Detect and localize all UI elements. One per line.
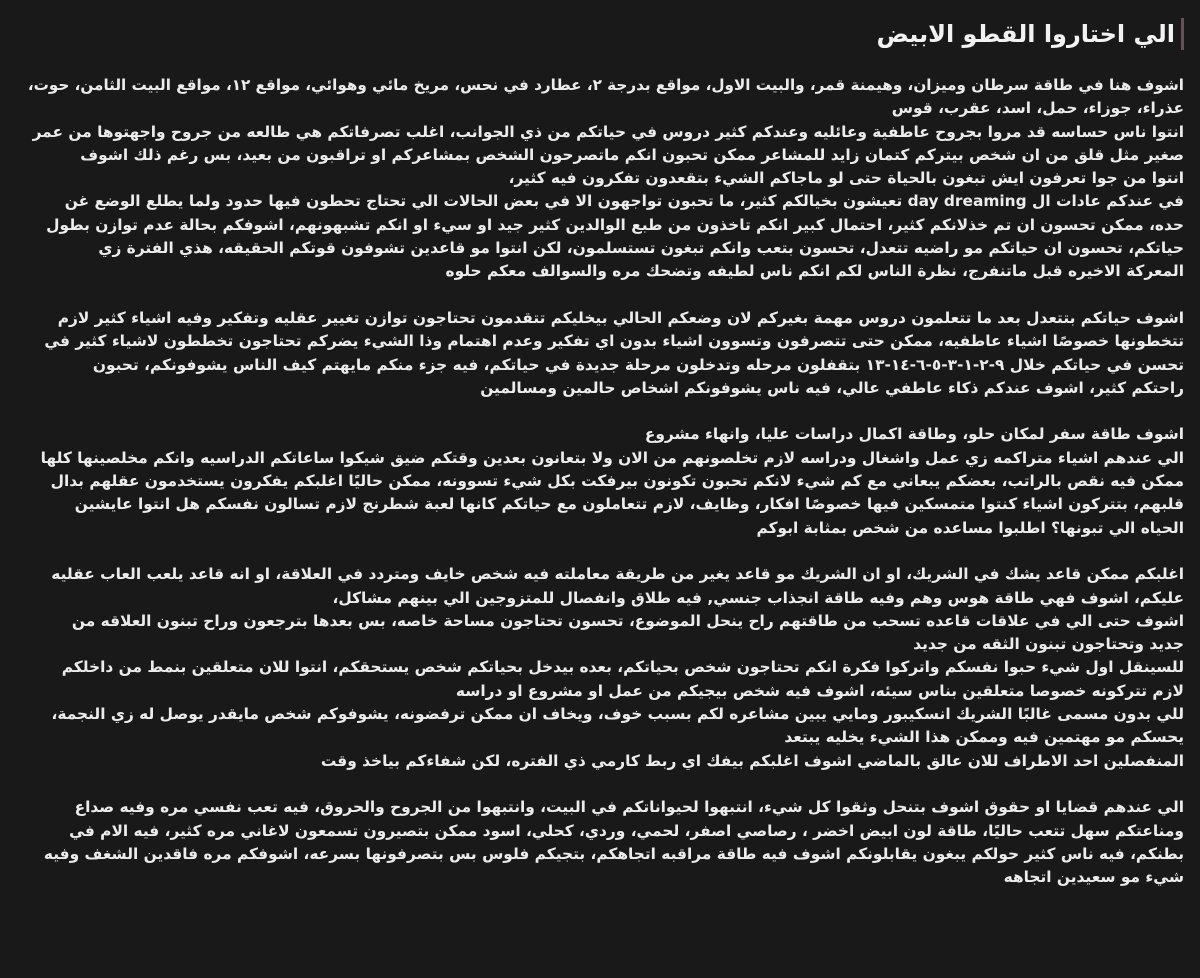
text-line: الي عندهم اشياء متراكمه زي عمل واشغال ودراسه لازم تخلصونهم من الان ولا بتعانون بعدين وقتكم ضيق شيكوا ساعاتكم الدراسيه وانكم مخلصينها كلها — [40, 448, 1184, 467]
text-line: راحتكم كثير، اشوف عندكم ذكاء عاطفي عالي، فيه ناس يشوفونكم اشخاص حالمين ومسالمين — [480, 378, 1184, 397]
paragraph-break — [24, 773, 1184, 796]
text-line: حده، ممكن تحسون ان تم خذلانكم كثير، احتمال كبير انكم تاخذون من طبع الوالدين كثير جيد او سيء او انكم تشبهونهم، اشوفكم بحالة عدم توازن بطول — [46, 215, 1184, 234]
text-line: تتخطونها خصوصًا اشياء عاطفيه، ممكن حتى تتصرفون وتسوون اشياء بدون اي تفكير وعدم اهتمام وذا الشيء يضركم تحتاجون تخططون لاشياء كثير في — [44, 332, 1184, 351]
text-line: المعركة الاخيره قبل ماتنفرج، نظرة الناس لكم انكم ناس لطيفه وتضحك مره والسوالف معكم حلوه — [445, 262, 1184, 281]
title-marker — [1181, 18, 1184, 50]
text-line: اشوف طاقة سفر لمكان حلو، وطاقة اكمال دراسات عليا، وانهاء مشروع — [644, 425, 1184, 444]
page-title: الي اختاروا القطو الابيض — [876, 19, 1175, 48]
text-line: عذراء، جوزاء، حمل، اسد، عقرب، قوس — [891, 99, 1184, 118]
text-line: ومناعتكم سهل تتعب حاليًا، طاقة لون ابيض اخضر ، رصاصي اصفر، لحمي، وردي، كحلي، اسود ممكن بتصيرون تسمعون لاغاني مره كثير، فيه الام في — [69, 821, 1184, 840]
text-line: انتوا ناس حساسه قد مروا بجروح عاطفية وعائليه وعندكم كثير دروس في حياتكم من ذي الجوانب، اغلب تصرفاتكم هي طالعه من جروح واجهتوها من عمر — [32, 122, 1184, 141]
text-line: الحياه الي تبونها؟ اطلبوا مساعده من شخص بمثابة ابوكم — [756, 518, 1184, 537]
text-line: اشوف حياتكم بتتعدل بعد ما تتعلمون دروس مهمة بغيركم لان وضعكم الحالي بيخليكم تتقدمون تحتاجون توازن تغيير عقليه وتفكير وفيه اشياء كثير لازم — [57, 308, 1184, 327]
document-body — [24, 74, 1184, 889]
text-line: اشوف هنا في طاقة سرطان وميزان، وهيمنة قمر، والبيت الاول، مواقع بدرجة ٢، عطارد في نحس، مريخ مائي وهوائي، مواقع ١٢، مواقع البيت الثامن، حوت، — [27, 76, 1184, 94]
text-line: للسينقل اول شيء حبوا نفسكم واتركوا فكرة انكم تحتاجون شخص بحياتكم، بعده بيدخل بحياتكم شخص يستحقكم، انتوا للان متعلقين بنمط من داخلكم — [61, 658, 1184, 677]
title-row — [24, 14, 1184, 54]
paragraph-break — [24, 540, 1184, 563]
text-line: شيء مو سعيدين اتجاهه — [1003, 868, 1184, 887]
text-line: الي عندهم قضايا او حقوق اشوف بتنحل وثقوا كل شيء، انتبهوا لحيواناتكم في البيت، وانتبهوا من الجروح والحروق، فيه تعب نفسي مره وفيه صداع — [74, 798, 1184, 817]
text-line: لازم تتركونه خصوصا متعلقين بناس سيئه، اشوف فيه شخص بيجيكم من عمل او مشروع او دراسه — [455, 681, 1184, 700]
text-line: اغلبكم ممكن قاعد يشك في الشريك، او ان الشريك مو قاعد يغير من طريقة معاملته فيه شخص خايف ومتردد في العلاقة، او انه قاعد يلعب العاب عقليه — [51, 565, 1184, 584]
text-line: عليكم، اشوف فهي طاقة هوس وهم وفيه طاقة انجذاب جنسي, فيه طلاق وانفصال للمتزوجين الي بينهم مشاكل، — [332, 588, 1184, 607]
text-line: انتوا من جوا تعرفون ايش تبغون بالحياة حتى لو ماجاكم الشيء بتقعدون تفكرون فيه كثير، — [508, 169, 1184, 188]
paragraph-break — [24, 284, 1184, 307]
text-line: تحسن في حياتكم خلال ٩-٢-١-٣-٥-٦-١٤-١٣ بتقفلون مرحله وتدخلون مرحلة جديدة في حياتكم، فيه جزء منكم مايهتم كيف الناس يشوفونكم، تحبون — [92, 355, 1184, 374]
text-line: في عندكم عادات ال day dreaming تعيشون بخيالكم كثير، ما تحبون تواجهون الا في بعض الحالات الي تحتاج تحطون فيها حدود ولما يطلع الوضع غن — [64, 192, 1184, 211]
text-line: قلبهم، بتتركون اشياء كنتوا متمسكين فيها خصوصًا افكار، وظايف، لازم تتعاملون مع حياتكم كانها لعبة شطرنج لازم تسالون نفسكم هل انتوا عايشين — [74, 495, 1184, 514]
text-line: بطنكم، فيه ناس كثير حولكم يبغون يقابلونكم اشوف فيه طاقة مراقبه اتجاهكم، بتجيكم فلوس بس بتصرفونها بسرعه، اشوفكم مره فاقدين الشغف وفيه — [43, 844, 1184, 863]
text-line: جديد وتحتاجون تبنون الثقه من جديد — [913, 635, 1184, 654]
text-line: للي بدون مسمى غالبًا الشريك انسكيبور ومايي يبين مشاعره لكم بسبب خوف، ويخاف ان ممكن ترفضونه، يشوفوكم شخص مايقدر يوصل له زي النجمة، — [51, 705, 1184, 724]
text-line: حياتكم، تحسون ان حياتكم مو راضيه تتعدل، تحسون بتعب وانكم تبغون تستسلمون، لكن انتوا مو قاعدين تشوفون قوتكم الحقيقه، هذي الفترة زي — [98, 239, 1184, 258]
text-line: يحسكم مو مهتمين فيه وممكن هذا الشيء يخليه يبتعد — [784, 728, 1184, 747]
text-line: المنفصلين احد الاطراف للان عالق بالماضي اشوف اغلبكم بيفك اي ربط كارمي ذي الفتره، لكن شفاءكم بياخذ وقت — [320, 751, 1184, 770]
paragraph-break — [24, 400, 1184, 423]
text-line: ممكن فيه نقص بالراتب، بعضكم يبعاني مع كم شيء لانكم تحبون تكونون بيرفكت بكل شيء تسوونه، ممكن حاليًا اغلبكم يفكرون يستخدمون عقلهم بدال — [50, 472, 1184, 491]
text-line: صغير مثل قلق من ان شخص بيتركم كتمان زايد للمشاعر ممكن تحبون انكم ماتصرحون الشخص بمشاعركم او تراقبون من بعيد، بس رغم ذلك اشوف — [80, 145, 1184, 164]
text-line: اشوف حتى الي في علاقات قاعده تسحب من طاقتهم راح ينحل الموضوع، تحسون تحتاجون مساحة خاصه، بس بعدها بترجعون وراح تبنون العلاقه من — [71, 611, 1184, 630]
